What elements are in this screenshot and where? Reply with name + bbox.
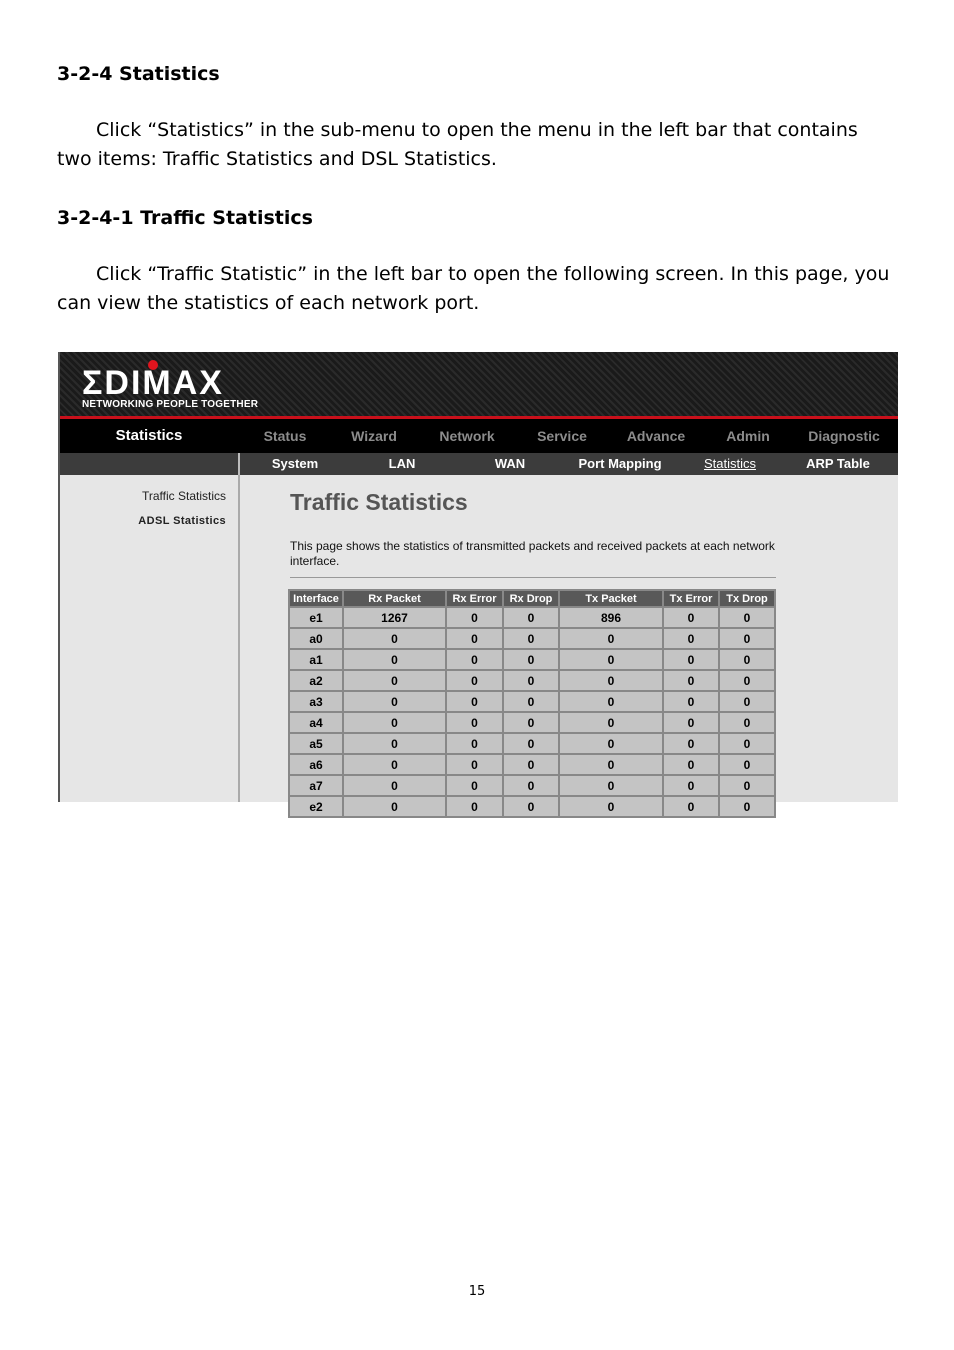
sub-nav	[60, 453, 898, 475]
table-cell: 0	[504, 713, 558, 732]
nav-advance[interactable]: Advance	[626, 428, 686, 444]
sidebar-item-adsl-statistics[interactable]: ADSL Statistics	[138, 515, 226, 527]
table-cell: 0	[664, 650, 718, 669]
table-cell: 0	[447, 797, 502, 816]
subnav-port-mapping[interactable]: Port Mapping	[578, 456, 662, 471]
nav-service[interactable]: Service	[537, 428, 587, 444]
table-cell: a7	[290, 776, 342, 795]
page-title: Traffic Statistics	[290, 489, 468, 515]
divider	[290, 577, 776, 578]
table-cell: 0	[560, 797, 662, 816]
table-cell: 0	[504, 629, 558, 648]
table-cell: a2	[290, 671, 342, 690]
sub-nav-spacer	[60, 453, 240, 475]
table-cell: a3	[290, 692, 342, 711]
table-cell: 0	[447, 713, 502, 732]
column-header: Rx Packet	[344, 591, 445, 606]
logo-tagline: NETWORKING PEOPLE TOGETHER	[82, 399, 259, 410]
subnav-arp-table[interactable]: ARP Table	[806, 456, 870, 471]
table-row	[290, 713, 774, 732]
table-cell: e1	[290, 608, 342, 627]
column-header: Rx Error	[447, 591, 502, 606]
table-cell: 896	[560, 608, 662, 627]
page-description: This page shows the statistics of transmitted packets and received packets at each network interface.	[290, 539, 775, 568]
table-cell: 0	[447, 671, 502, 690]
table-cell: 0	[720, 692, 774, 711]
description-paragraph: Click “Traffic Statistic” in the left bar to open the following screen. In this page, you can view the statistics of each network port.	[57, 263, 890, 314]
nav-statistics[interactable]: Statistics	[115, 427, 183, 444]
subnav-wan[interactable]: WAN	[494, 456, 526, 471]
table-cell: a5	[290, 734, 342, 753]
sidebar	[60, 475, 240, 802]
router-screenshot	[58, 352, 898, 814]
table-cell: 0	[664, 776, 718, 795]
table-cell: 0	[664, 692, 718, 711]
table-cell: 0	[504, 755, 558, 774]
column-header: Rx Drop	[504, 591, 558, 606]
table-row	[290, 776, 774, 795]
table-cell: 0	[344, 692, 445, 711]
table-cell: 0	[447, 755, 502, 774]
table-cell: 0	[720, 671, 774, 690]
table-cell: 0	[447, 608, 502, 627]
table-cell: 0	[344, 734, 445, 753]
table-cell: 0	[720, 734, 774, 753]
column-header: Tx Packet	[560, 591, 662, 606]
table-cell: 0	[720, 776, 774, 795]
table-cell: 0	[504, 797, 558, 816]
page-number: 15	[468, 1284, 486, 1299]
sidebar-item-traffic-statistics[interactable]: Traffic Statistics	[141, 489, 226, 503]
edimax-logo: ΣDIMAX	[82, 364, 224, 402]
nav-wizard[interactable]: Wizard	[351, 428, 397, 444]
table-cell: 0	[664, 734, 718, 753]
table-row	[290, 608, 774, 627]
column-header: Interface	[290, 591, 342, 606]
section-heading: 3-2-4 Statistics	[57, 63, 220, 85]
table-cell: 0	[720, 797, 774, 816]
intro-paragraph: Click “Statistics” in the sub-menu to open the menu in the left bar that contains two items: Traffic Statistics and DSL Statistics.	[57, 119, 858, 170]
table-cell: 0	[504, 671, 558, 690]
table-cell: 0	[447, 629, 502, 648]
table-row	[290, 734, 774, 753]
column-header: Tx Drop	[720, 591, 774, 606]
nav-admin[interactable]: Admin	[726, 428, 770, 444]
table-cell: a0	[290, 629, 342, 648]
subnav-lan[interactable]: LAN	[388, 456, 416, 471]
table-cell: 0	[504, 776, 558, 795]
table-header-row	[290, 591, 774, 606]
table-row	[290, 650, 774, 669]
table-cell: a6	[290, 755, 342, 774]
table-cell: 0	[447, 692, 502, 711]
table-cell: 0	[720, 608, 774, 627]
table-cell: 0	[664, 608, 718, 627]
table-cell: 0	[664, 755, 718, 774]
table-cell: 0	[560, 692, 662, 711]
nav-diagnostic[interactable]: Diagnostic	[808, 428, 880, 444]
table-cell: 0	[664, 713, 718, 732]
table-cell: 0	[344, 797, 445, 816]
table-cell: 0	[560, 776, 662, 795]
table-cell: 0	[504, 734, 558, 753]
nav-network[interactable]: Network	[439, 428, 495, 444]
table-row	[290, 671, 774, 690]
table-cell: 0	[344, 713, 445, 732]
table-cell: 0	[560, 671, 662, 690]
table-cell: 1267	[344, 608, 445, 627]
subnav-statistics[interactable]: Statistics	[703, 456, 756, 471]
table-cell: a4	[290, 713, 342, 732]
table-cell: 0	[664, 797, 718, 816]
table-cell: 0	[720, 629, 774, 648]
table-cell: 0	[344, 671, 445, 690]
table-cell: 0	[560, 713, 662, 732]
table-cell: 0	[504, 608, 558, 627]
table-cell: 0	[560, 755, 662, 774]
subsection-heading: 3-2-4-1 Traffic Statistics	[57, 207, 313, 229]
table-cell: 0	[560, 650, 662, 669]
table-row	[290, 692, 774, 711]
table-row	[290, 755, 774, 774]
table-cell: 0	[447, 776, 502, 795]
table-row	[290, 797, 774, 816]
column-header: Tx Error	[664, 591, 718, 606]
table-cell: e2	[290, 797, 342, 816]
table-cell: 0	[504, 692, 558, 711]
table-cell: 0	[344, 629, 445, 648]
table-cell: 0	[720, 755, 774, 774]
table-cell: 0	[447, 650, 502, 669]
main-nav	[60, 419, 898, 453]
nav-status[interactable]: Status	[263, 428, 307, 444]
table-cell: 0	[504, 650, 558, 669]
table-cell: 0	[344, 755, 445, 774]
table-cell: 0	[344, 776, 445, 795]
table-row	[290, 629, 774, 648]
traffic-statistics-table	[288, 589, 776, 818]
table-cell: 0	[344, 650, 445, 669]
table-cell: 0	[560, 629, 662, 648]
content-area	[240, 475, 898, 814]
table-cell: 0	[664, 671, 718, 690]
table-cell: 0	[560, 734, 662, 753]
table-cell: 0	[720, 650, 774, 669]
subnav-system[interactable]: System	[271, 456, 319, 471]
table-cell: 0	[720, 713, 774, 732]
table-cell: 0	[447, 734, 502, 753]
table-cell: a1	[290, 650, 342, 669]
table-cell: 0	[664, 629, 718, 648]
